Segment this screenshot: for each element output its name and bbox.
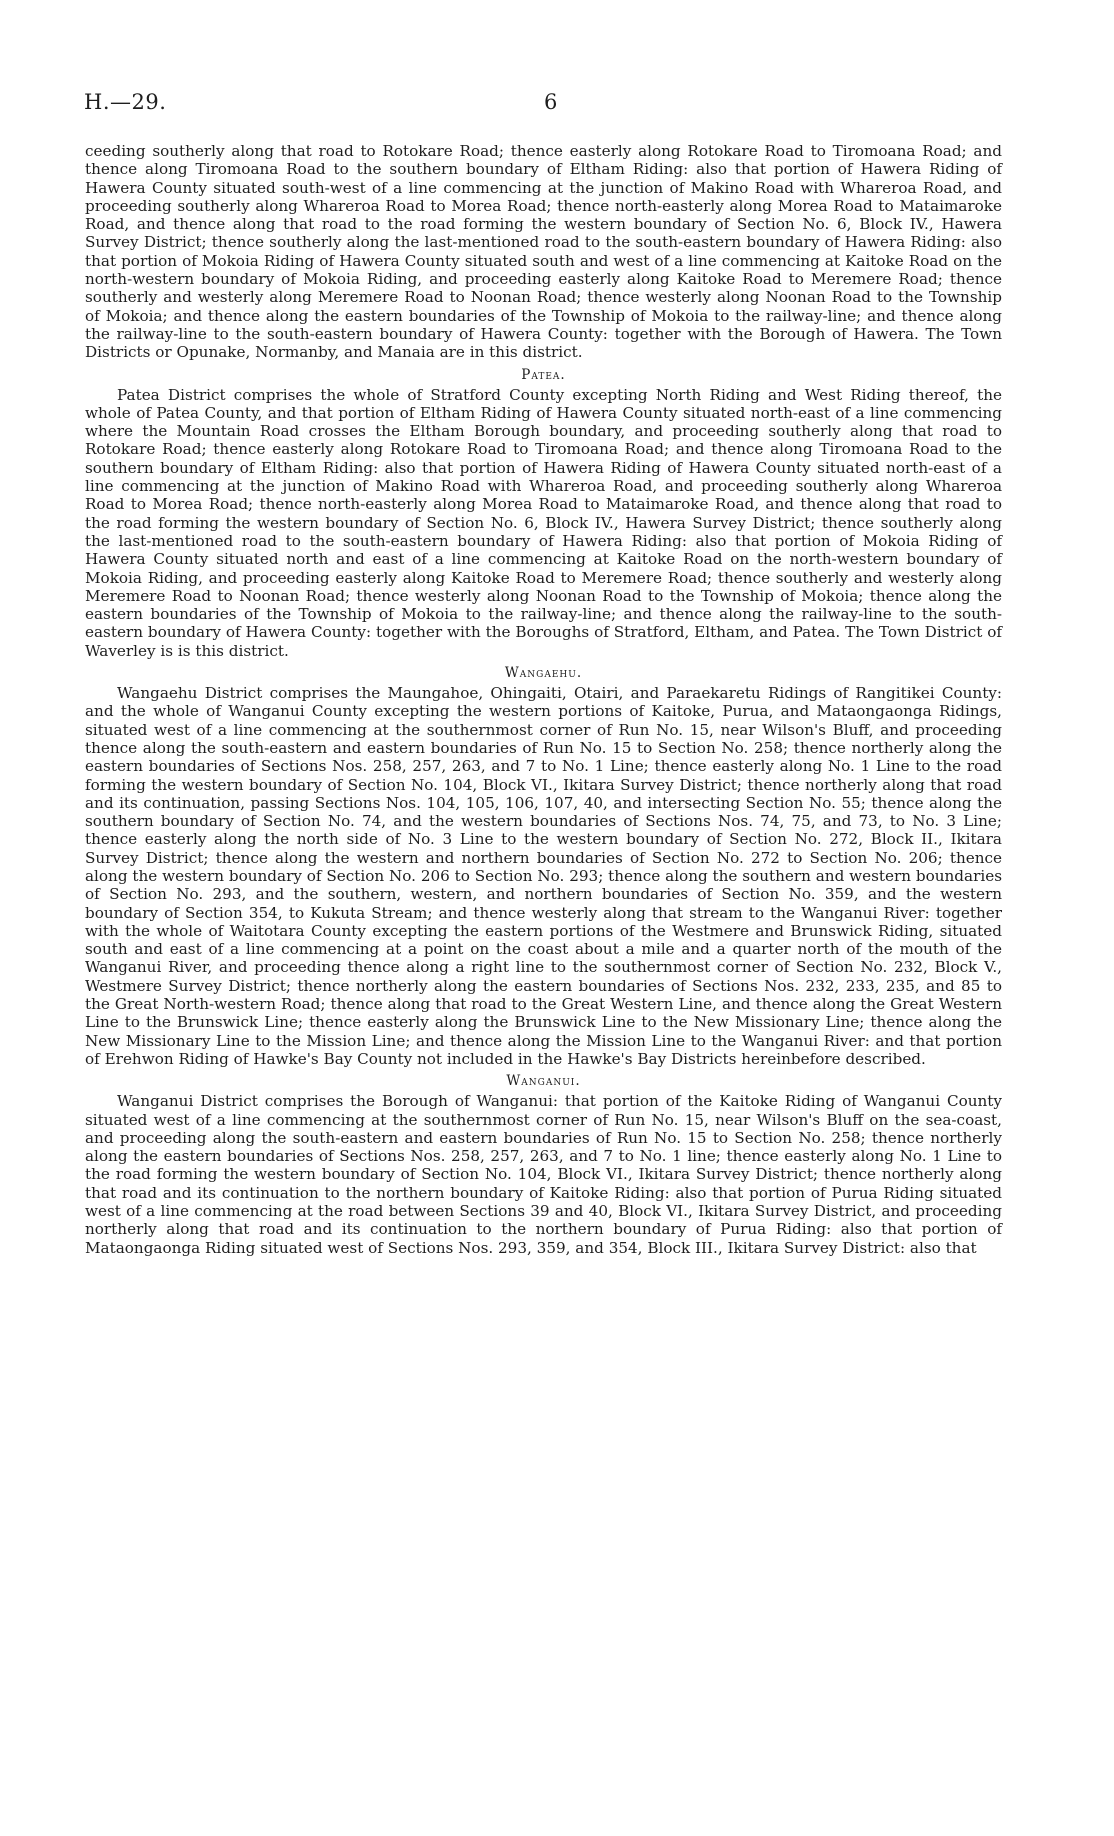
- continuation-paragraph: ceeding southerly along that road to Rotokare Road; thence easterly along Rotokare Road to Tiromoana Road; and thence along Tiromoana Road to the southern boundary of Eltham Riding: also that portion of Hawera Riding of Hawera County situated south-west of a line commencing at the junction of Makino Road with Whareroa Road, and proceeding southerly along Whareroa Road to Morea Road; thence north-easterly along Morea Road to Mataimaroke Road, and thence along that road to the road forming the western boundary of Section No. 6, Block IV., Hawera Survey District; thence southerly along the last-mentioned road to the south-eastern boundary of Hawera Riding: also that portion of Mokoia Riding of Hawera County situated south and west of a line commencing at Kaitoke Road on the north-western boundary of Mokoia Riding, and proceeding easterly along Kaitoke Road to Meremere Road; thence southerly and westerly along Meremere Road to Noonan Road; thence westerly along Noonan Road to the Township of Mokoia; and thence along the eastern boundaries of the Township of Mokoia to the railway-line; and thence along the railway-line to the south-eastern boundary of Hawera County: together with the Borough of Hawera. The Town Districts or Opunake, Normanby, and Manaia are in this district.: [85, 142, 1002, 362]
- document-reference: H.—29.: [84, 90, 167, 114]
- section-heading-patea: Patea.: [521, 366, 566, 383]
- section-heading-wanganui: Wanganui.: [506, 1073, 581, 1090]
- section-paragraph-patea: Patea District comprises the whole of Stratford County excepting North Riding and West Riding thereof, the whole of Patea County, and that portion of Eltham Riding of Hawera County situated north-east of a line commencing where the Mountain Road crosses the Eltham Borough boundary, and proceeding southerly along that road to Rotokare Road; thence easterly along Rotokare Road to Tiromoana Road; and thence along Tiromoana Road to the southern boundary of Eltham Riding: also that portion of Hawera Riding of Hawera County situated north-east of a line commencing at the junction of Makino Road with Whareroa Road, and proceeding southerly along Whareroa Road to Morea Road; thence north-easterly along Morea Road to Mataimaroke Road, and thence along that road to the road forming the western boundary of Section No. 6, Block IV., Hawera Survey District; thence southerly along the last-mentioned road to the south-eastern boundary of Hawera Riding: also that portion of Mokoia Riding of Hawera County situated north and east of a line commencing at Kaitoke Road on the north-western boundary of Mokoia Riding, and proceeding easterly along Kaitoke Road to Meremere Road; thence southerly and westerly along Meremere Road to Noonan Road; thence westerly along Noonan Road to the Township of Mokoia; thence along the eastern boundaries of the Township of Mokoia to the railway-line; and thence along the railway-line to the south-eastern boundary of Hawera County: together with the Boroughs of Stratford, Eltham, and Patea. The Town District of Waverley is is this district.: [85, 385, 1002, 660]
- section-heading-wangaehu: Wangaehu.: [504, 665, 583, 682]
- page-number: 6: [544, 90, 558, 114]
- section-paragraph-wanganui: Wanganui District comprises the Borough of Wanganui: that portion of the Kaitoke Riding of Wanganui County situated west of a line commencing at the southernmost corner of Run No. 15, near Wilson's Bluff on the sea-coast, and proceeding along the south-eastern and eastern boundaries of Run No. 15 to Section No. 258; thence northerly along the eastern boundaries of Sections Nos. 258, 257, 263, and 7 to No. 1 line; thence easterly along No. 1 Line to the road forming the western boundary of Section No. 104, Block VI., Ikitara Survey District; thence northerly along that road and its continuation to the northern boundary of Kaitoke Riding: also that portion of Purua Riding situated west of a line commencing at the road between Sections 39 and 40, Block VI., Ikitara Survey District, and proceeding northerly along that road and its continuation to the northern boundary of Purua Riding: also that portion of Mataongaonga Riding situated west of Sections Nos. 293, 359, and 354, Block III., Ikitara Survey District: also that: [85, 1092, 1002, 1257]
- page-header: [84, 90, 1004, 120]
- document-body: [85, 142, 1002, 1257]
- section-paragraph-wangaehu: Wangaehu District comprises the Maungahoe, Ohingaiti, Otairi, and Paraekaretu Ridings of Rangitikei County: and the whole of Wanganui County excepting the western portions of Kaitoke, Purua, and Mataongaonga Ridings, situated west of a line commencing at the southernmost corner of Run No. 15, near Wilson's Bluff, and proceeding thence along the south-eastern and eastern boundaries of Run No. 15 to Section No. 258; thence northerly along the eastern boundaries of Sections Nos. 258, 257, 263, and 7 to No. 1 Line; thence easterly along No. 1 Line to the road forming the western boundary of Section No. 104, Block VI., Ikitara Survey District; thence northerly along that road and its continuation, passing Sections Nos. 104, 105, 106, 107, 40, and intersecting Section No. 55; thence along the southern boundary of Section No. 74, and the western boundaries of Sections Nos. 74, 75, and 73, to No. 3 Line; thence easterly along the north side of No. 3 Line to the western boundary of Section No. 272, Block II., Ikitara Survey District; thence along the western and northern boundaries of Section No. 272 to Section No. 206; thence along the western boundary of Section No. 206 to Section No. 293; thence along the southern and western boundaries of Section No. 293, and the southern, western, and northern boundaries of Section No. 359, and the western boundary of Section 354, to Kukuta Stream; and thence westerly along that stream to the Wanganui River: together with the whole of Waitotara County excepting the eastern portions of the Westmere and Brunswick Riding, situated south and east of a line commencing at a point on the coast about a mile and a quarter north of the mouth of the Wanganui River, and proceeding thence along a right line to the southernmost corner of Section No. 232, Block V., Westmere Survey District; thence northerly along the eastern boundaries of Sections Nos. 232, 233, 235, and 85 to the Great North-western Road; thence along that road to the Great Western Line, and thence along the Great Western Line to the Brunswick Line; thence easterly along the Brunswick Line to the New Missionary Line; thence along the New Missionary Line to the Mission Line; and thence along the Mission Line to the Wanganui River: and that portion of Erehwon Riding of Hawke's Bay County not included in the Hawke's Bay Districts hereinbefore described.: [85, 684, 1002, 1068]
